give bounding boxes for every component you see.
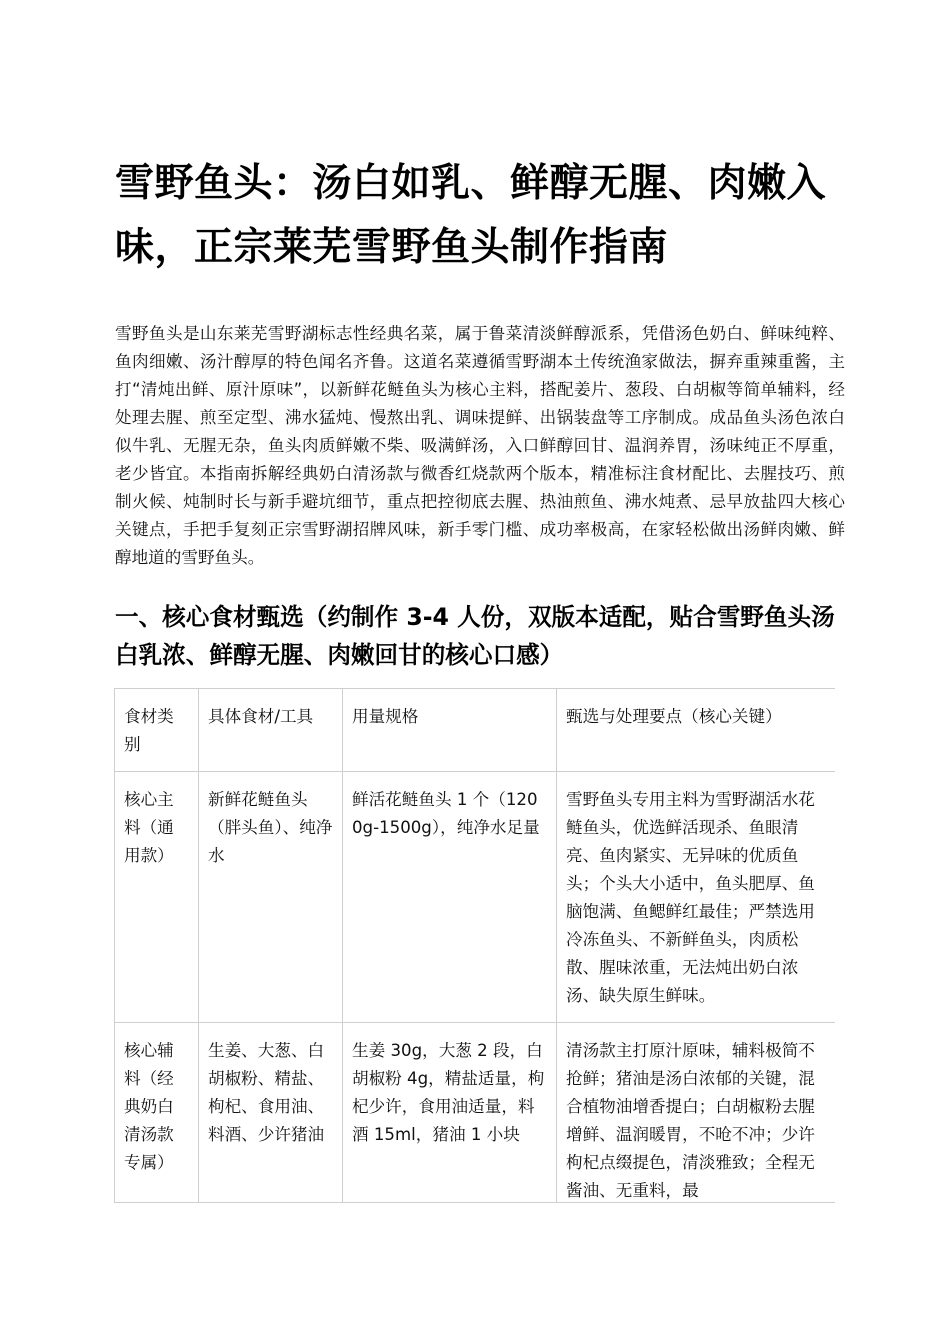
header-category: 食材类别 bbox=[115, 689, 199, 772]
cell-amount: 生姜 30g，大葱 2 段，白胡椒粉 4g，精盐适量，枸杞少许，食用油适量，料酒 15ml，猪油 1 小块 bbox=[343, 1023, 557, 1204]
table-row bbox=[115, 1023, 836, 1204]
section-heading: 一、核心食材甄选（约制作 3-4 人份，双版本适配，贴合雪野鱼头汤白乳浓、鲜醇无腥、肉嫩回甘的核心口感） bbox=[115, 603, 835, 669]
header-notes: 甄选与处理要点（核心关键） bbox=[557, 689, 836, 772]
table-row bbox=[115, 772, 836, 1023]
page-title: 雪野鱼头：汤白如乳、鲜醇无腥、肉嫩入味，正宗莱芜雪野鱼头制作指南 bbox=[115, 161, 827, 270]
header-amount: 用量规格 bbox=[343, 689, 557, 772]
header-items: 具体食材/工具 bbox=[199, 689, 343, 772]
intro-paragraph: 雪野鱼头是山东莱芜雪野湖标志性经典名菜，属于鲁菜清淡鲜醇派系，凭借汤色奶白、鲜味纯粹、鱼肉细嫩、汤汁醇厚的特色闻名齐鲁。这道名菜遵循雪野湖本土传统渔家做法，摒弃重辣重酱，主打“清炖出鲜、原汁原味”，以新鲜花鲢鱼头为核心主料，搭配姜片、葱段、白胡椒等简单辅料，经处理去腥、煎至定型、沸水猛炖、慢熬出乳、调味提鲜、出锅装盘等工序制成。成品鱼头汤色浓白似牛乳、无腥无杂，鱼头肉质鲜嫩不柴、吸满鲜汤，入口鲜醇回甘、温润养胃，汤味纯正不厚重，老少皆宜。本指南拆解经典奶白清汤款与微香红烧款两个版本，精准标注食材配比、去腥技巧、煎制火候、炖制时长与新手避坑细节，重点把控彻底去腥、热油煎鱼、沸水炖煮、忌早放盐四大核心关键点，手把手复刻正宗雪野湖招牌风味，新手零门槛、成功率极高，在家轻松做出汤鲜肉嫩、鲜醇地道的雪野鱼头。 bbox=[115, 324, 845, 567]
ingredients-table bbox=[114, 688, 835, 1203]
ingredients-table-container bbox=[114, 688, 835, 1203]
cell-notes: 清汤款主打原汁原味，辅料极简不抢鲜；猪油是汤白浓郁的关键，混合植物油增香提白；白胡椒粉去腥增鲜、温润暖胃，不呛不冲；少许枸杞点缀提色，清淡雅致；全程无酱油、无重料，最 bbox=[557, 1023, 836, 1204]
cell-items: 新鲜花鲢鱼头（胖头鱼）、纯净水 bbox=[199, 772, 343, 1023]
cell-amount: 鲜活花鲢鱼头 1 个（1200g-1500g），纯净水足量 bbox=[343, 772, 557, 1023]
table-header-row bbox=[115, 689, 836, 772]
cell-items: 生姜、大葱、白胡椒粉、精盐、枸杞、食用油、料酒、少许猪油 bbox=[199, 1023, 343, 1204]
cell-category: 核心辅料（经典奶白清汤款专属） bbox=[115, 1023, 199, 1204]
cell-notes: 雪野鱼头专用主料为雪野湖活水花鲢鱼头，优选鲜活现杀、鱼眼清亮、鱼肉紧实、无异味的优质鱼头；个头大小适中，鱼头肥厚、鱼脑饱满、鱼鳃鲜红最佳；严禁选用冷冻鱼头、不新鲜鱼头，肉质松散、腥味浓重，无法炖出奶白浓汤、缺失原生鲜味。 bbox=[557, 772, 836, 1023]
cell-category: 核心主料（通用款） bbox=[115, 772, 199, 1023]
